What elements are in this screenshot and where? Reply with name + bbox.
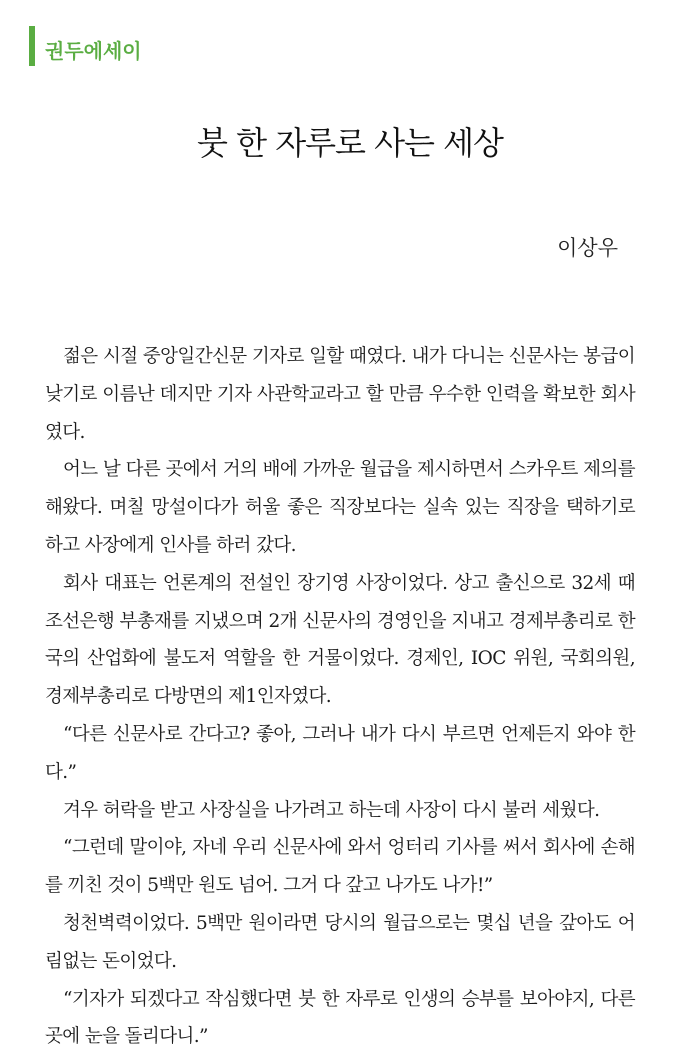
section-label xyxy=(29,26,142,66)
article-title: 붓 한 자루로 사는 세상 xyxy=(197,124,503,162)
article-body xyxy=(45,338,635,1056)
article-author: 이상우 xyxy=(557,236,618,260)
paragraph: 청천벽력이었다. 5백만 원이라면 당시의 월급으로는 몇십 년을 갚아도 어림없는 돈이었다. xyxy=(45,912,635,972)
paragraph: “그런데 말이야, 자네 우리 신문사에 와서 엉터리 기사를 써서 회사에 손해를 끼친 것이 5백만 원도 넘어. 그거 다 갚고 나가도 나가!” xyxy=(45,837,635,897)
paragraph: “다른 신문사로 간다고? 좋아, 그러나 내가 다시 부르면 언제든지 와야 한다.” xyxy=(45,723,635,783)
paragraph: 회사 대표는 언론계의 전설인 장기영 사장이었다. 상고 출신으로 32세 때 조선은행 부총재를 지냈으며 2개 신문사의 경영인을 지내고 경제부총리로 한국의 산업화에 불도저 역할을 한 거물이었다. 경제인, IOC 위원, 국회의원, 경제부총리로 다방면의 제1인자였다. xyxy=(45,572,635,708)
paragraph: “기자가 되겠다고 작심했다면 붓 한 자루로 인생의 승부를 보아야지, 다른 곳에 눈을 돌리다니.” xyxy=(45,988,635,1048)
paragraph: 어느 날 다른 곳에서 거의 배에 가까운 월급을 제시하면서 스카우트 제의를 해왔다. 며칠 망설이다가 허울 좋은 직장보다는 실속 있는 직장을 택하기로 하고 사장에게 인사를 하러 갔다. xyxy=(45,459,635,556)
section-accent-bar xyxy=(29,26,35,66)
paragraph: 젊은 시절 중앙일간신문 기자로 일할 때였다. 내가 다니는 신문사는 봉급이 낮기로 이름난 데지만 기자 사관학교라고 할 만큼 우수한 인력을 확보한 회사였다. xyxy=(45,346,635,443)
section-title: 권두에세이 xyxy=(45,38,142,63)
paragraph: 겨우 허락을 받고 사장실을 나가려고 하는데 사장이 다시 불러 세웠다. xyxy=(63,799,600,821)
